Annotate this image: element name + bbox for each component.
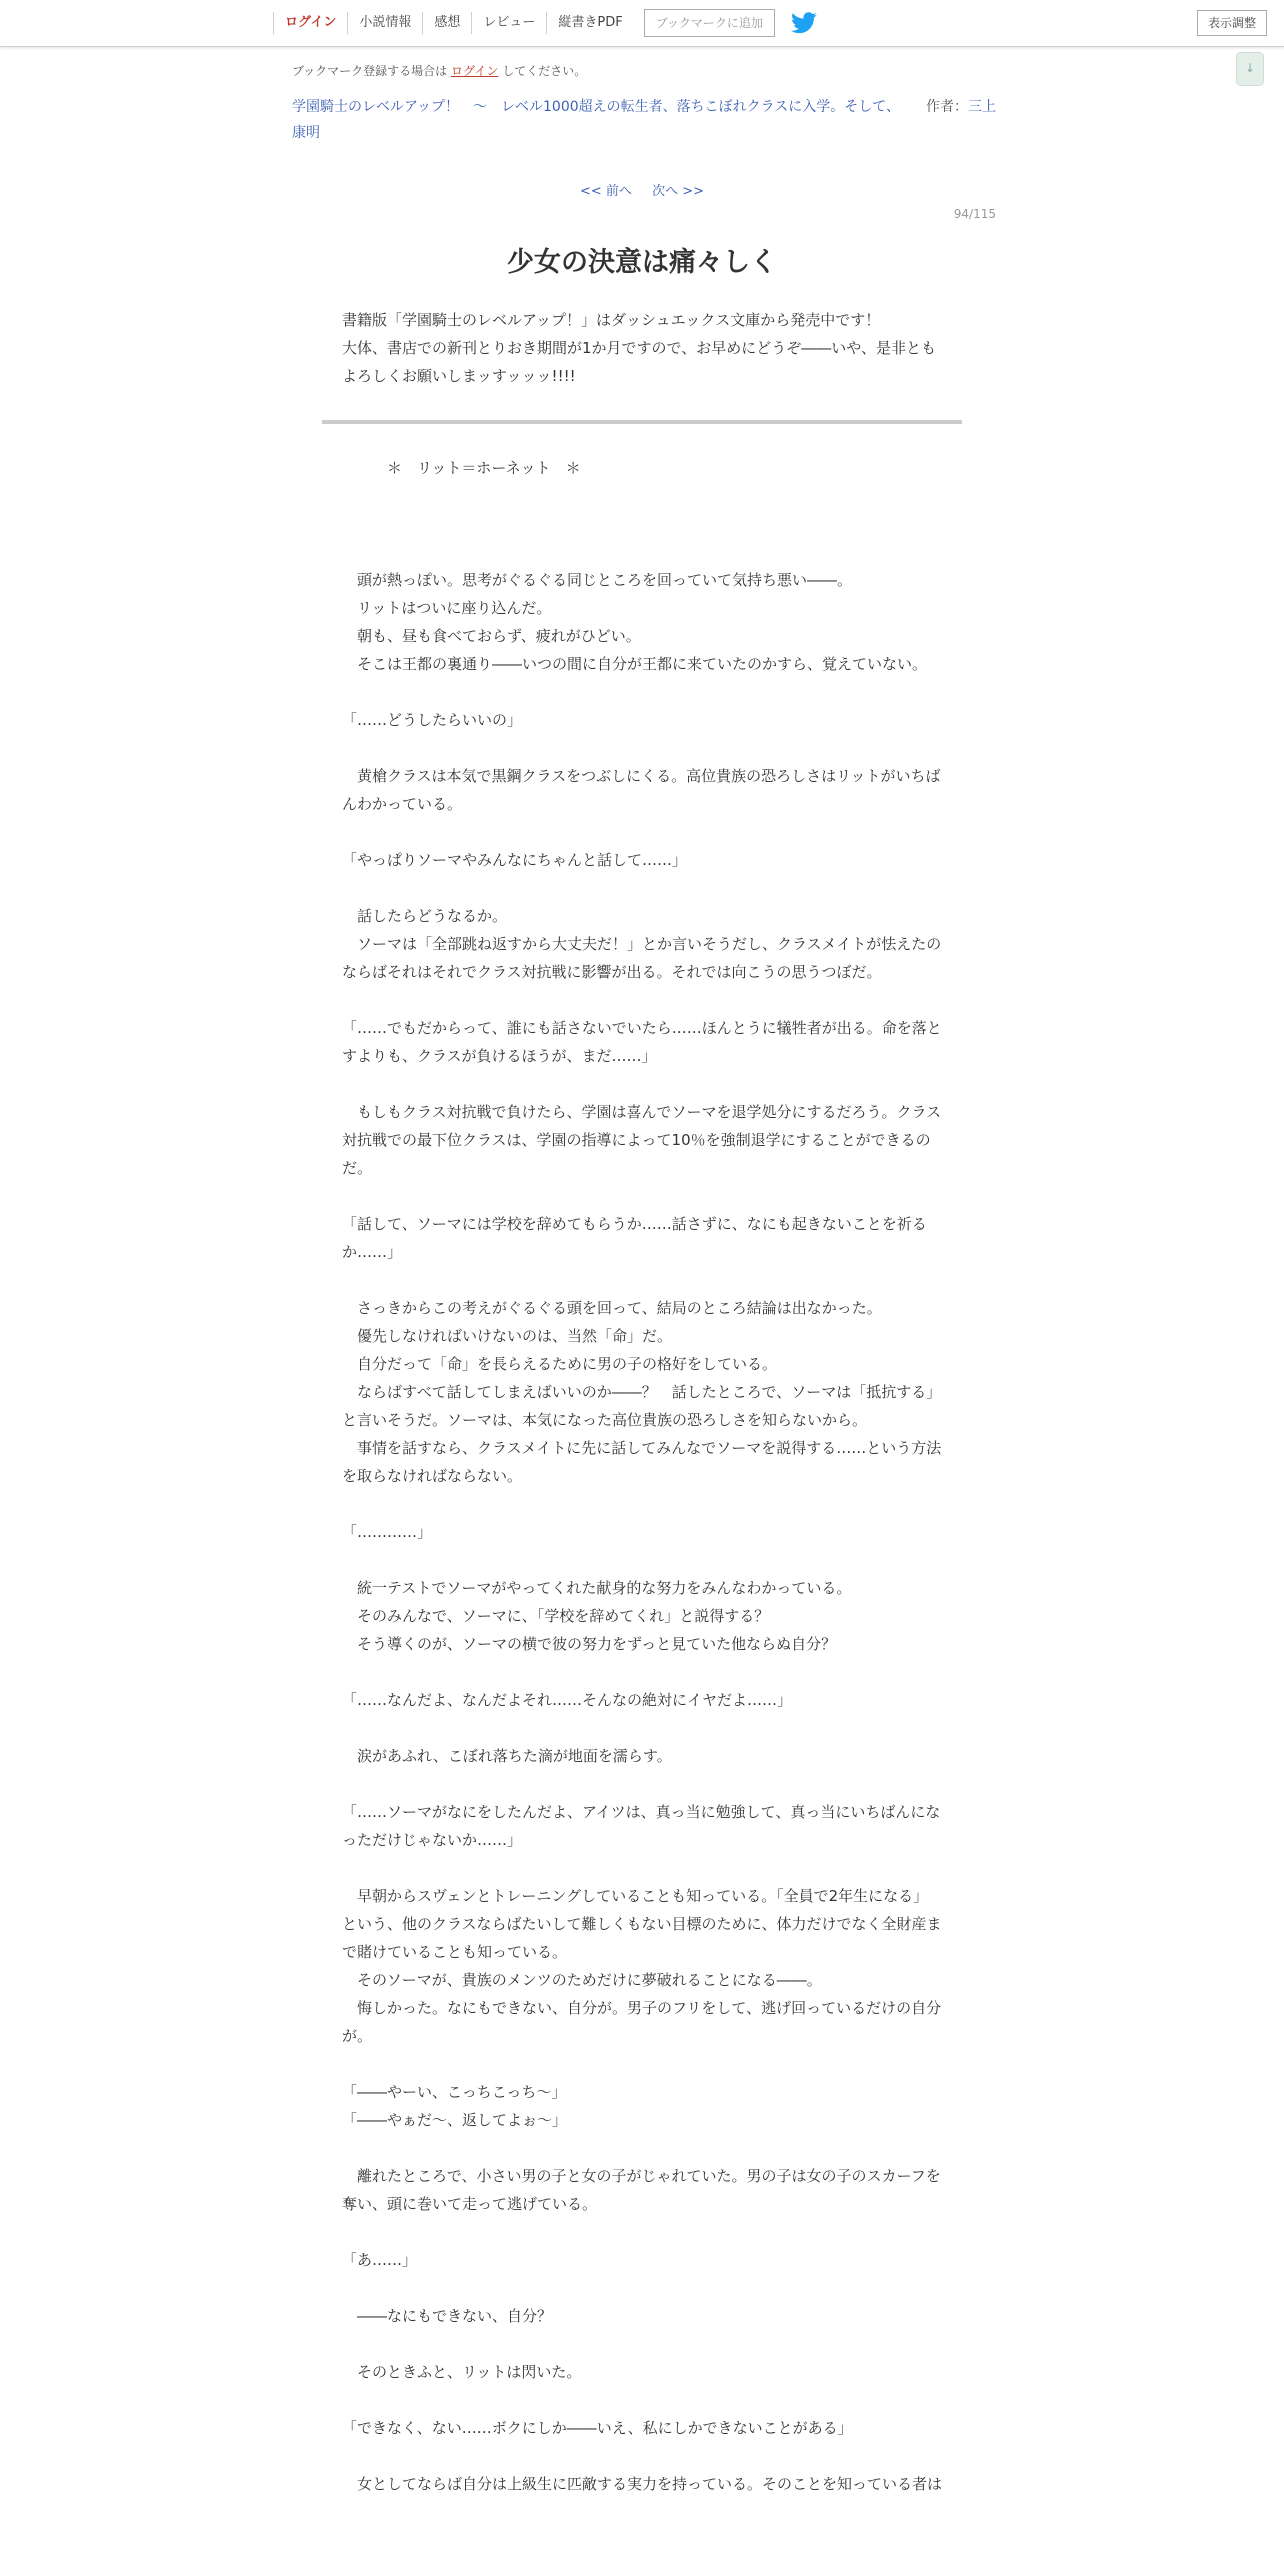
body-paragraph: 「――やぁだ～、返してよぉ～」 xyxy=(342,2111,568,2129)
body-paragraph xyxy=(342,874,942,902)
body-paragraph: 涙があふれ、こぼれ落ちた滴が地面を濡らす。 xyxy=(342,1747,672,1765)
body-paragraph: そう導くのが、ソーマの横で彼の努力をずっと見ていた他ならぬ自分？ xyxy=(342,1635,837,1653)
bookmark-note xyxy=(292,62,586,79)
body-paragraph xyxy=(342,2330,942,2358)
bookmark-note-text-end: してください。 xyxy=(502,64,587,78)
body-paragraph: ならばすべて話してしまえばいいのか――？ 話したところで、ソーマは「抵抗する」と言いそうだ。ソーマは、本気になった高位貴族の恐ろしさを知らないから。 xyxy=(342,1383,942,1429)
body-paragraph xyxy=(342,2134,942,2162)
body-paragraph xyxy=(342,2274,942,2302)
body-paragraph: そのみんなで、ソーマに、「学校を辞めてくれ」と説得する？ xyxy=(342,1607,770,1625)
body-paragraph xyxy=(342,510,942,538)
body-paragraph: 事情を話すなら、クラスメイトに先に話してみんなでソーマを説得する……という方法を取らなければならない。 xyxy=(342,1439,942,1485)
body-paragraph: もしもクラス対抗戦で負けたら、学園は喜んでソーマを退学処分にするだろう。クラス対抗戦での最下位クラスは、学園の指導によって10％を強制退学にすることができるのだ。 xyxy=(342,1103,942,1177)
bookmark-note-text: ブックマーク登録する場合は xyxy=(292,64,448,78)
body-paragraph xyxy=(342,1854,942,1882)
nav-vertical-pdf[interactable]: 縦書きPDF xyxy=(558,15,623,30)
body-paragraph xyxy=(342,1070,942,1098)
body-paragraph: そのときふと、リットは閃いた。 xyxy=(342,2363,582,2381)
body-paragraph: 「……ソーマがなにをしたんだよ、アイツは、真っ当に勉強して、真っ当にいちばんになっただけじゃないか……」 xyxy=(342,1803,941,1849)
body-paragraph: 朝も、昼も食べておらず、疲れがひどい。 xyxy=(342,627,641,645)
body-paragraph: 悔しかった。なにもできない、自分が。男子のフリをして、逃げ回っているだけの自分が。 xyxy=(342,1999,942,2045)
body-paragraph: 頭が熱っぽい。思考がぐるぐる同じところを回っていて気持ち悪い――。 xyxy=(342,571,853,589)
series-title-link[interactable]: 学園騎士のレベルアップ！ 〜 レベル1000超えの転生者、落ちこぼれクラスに入学。そして、 xyxy=(292,99,900,115)
body-paragraph: 「話して、ソーマには学校を辞めてもらうか……話さずに、なにも起きないことを祈るか……」 xyxy=(342,1215,927,1261)
body-paragraph: ソーマは「全部跳ね返すから大丈夫だ！」とか言いそうだし、クラスメイトが怯えたのならばそれはそれでクラス対抗戦に影響が出る。それでは向こうの思うつぼだ。 xyxy=(342,935,942,981)
body-paragraph xyxy=(342,1182,942,1210)
preface-line: 大体、書店での新刊とりおき期間が1か月ですので、お早めにどうぞ――いや、是非ともよろしくお願いしまッすッッッ!!!! xyxy=(342,339,936,385)
body-paragraph xyxy=(342,1266,942,1294)
nav-novel-info[interactable]: 小説情報 xyxy=(348,12,423,34)
body-paragraph: 優先しなければいけないのは、当然「命」だ。 xyxy=(342,1327,673,1345)
body-paragraph xyxy=(342,986,942,1014)
body-paragraph: 話したらどうなるか。 xyxy=(342,907,508,925)
body-paragraph xyxy=(342,2218,942,2246)
body-paragraph xyxy=(342,2386,942,2414)
prev-chapter-link[interactable]: << 前へ xyxy=(580,184,632,199)
body-paragraph: 「――やーい、こっちこっち～」 xyxy=(342,2083,567,2101)
nav-review[interactable]: レビュー xyxy=(472,12,547,34)
body-paragraph xyxy=(342,2442,942,2470)
body-paragraph xyxy=(342,1546,942,1574)
body-paragraph: そのソーマが、貴族のメンツのためだけに夢破れることになる――。 xyxy=(342,1971,822,1989)
add-bookmark-button[interactable]: ブックマークに追加 xyxy=(644,9,775,37)
body-paragraph: さっきからこの考えがぐるぐる頭を回って、結局のところ結論は出なかった。 xyxy=(342,1299,882,1317)
body-paragraph xyxy=(342,1770,942,1798)
body-paragraph: リットはついに座り込んだ。 xyxy=(342,599,552,617)
author-label: 作者： xyxy=(925,99,968,115)
author-link[interactable]: 三上康明 xyxy=(292,99,996,141)
body-paragraph: 女としてならば自分は上級生に匹敵する実力を持っている。そのことを知っている者は xyxy=(342,2475,943,2493)
next-chapter-link[interactable]: 次へ >> xyxy=(652,184,704,199)
body-paragraph: 黄槍クラスは本気で黒鋼クラスをつぶしにくる。高位貴族の恐ろしさはリットがいちばんわかっている。 xyxy=(342,767,941,813)
body-paragraph xyxy=(342,482,942,510)
body-paragraph xyxy=(342,538,942,566)
preface-line: 書籍版「学園騎士のレベルアップ！」はダッシュエックス文庫から発売中です！ xyxy=(342,311,881,329)
body-paragraph xyxy=(342,678,942,706)
body-paragraph: 離れたところで、小さい男の子と女の子がじゃれていた。男の子は女の子のスカーフを奪い、頭に巻いて走って逃げている。 xyxy=(342,2167,941,2213)
body-paragraph: 自分だって「命」を長らえるために男の子の格好をしている。 xyxy=(342,1355,778,1373)
body-paragraph: 「……でもだからって、誰にも話さないでいたら……ほんとうに犠牲者が出る。命を落とすよりも、クラスが負けるほうが、まだ……」 xyxy=(342,1019,942,1065)
bookmark-login-link[interactable]: ログイン xyxy=(451,64,499,78)
body-paragraph: 「あ……」 xyxy=(342,2251,418,2269)
chapter-title: 少女の決意は痛々しく xyxy=(507,247,777,278)
body-paragraph xyxy=(342,2050,942,2078)
page-count: 94/115 xyxy=(953,207,996,221)
body-paragraph: ――なにもできない、自分？ xyxy=(342,2307,553,2325)
scroll-down-tab[interactable]: ↓ xyxy=(1236,52,1264,86)
body-paragraph: そこは王都の裏通り――いつの間に自分が王都に来ていたのかすら、覚えていない。 xyxy=(342,655,928,673)
body-paragraph: 早朝からスヴェンとトレーニングしていることも知っている。「全員で2年生になる」という、他のクラスならばたいして難しくもない目標のために、体力だけでなく全財産まで賭けていることも知っている。 xyxy=(342,1887,942,1961)
body-paragraph: ＊ リット＝ホーネット ＊ xyxy=(342,459,581,477)
body-paragraph: 統一テストでソーマがやってくれた献身的な努力をみんなわかっている。 xyxy=(342,1579,852,1597)
preface-divider xyxy=(322,420,962,424)
display-settings-button[interactable]: 表示調整 xyxy=(1197,10,1267,36)
chapter-pager xyxy=(0,180,1284,199)
body-paragraph: 「…………」 xyxy=(342,1523,433,1541)
body-paragraph xyxy=(342,1714,942,1742)
top-nav xyxy=(273,0,817,46)
series-info xyxy=(292,94,997,146)
chapter-body xyxy=(342,454,942,2498)
twitter-icon[interactable] xyxy=(791,12,817,34)
body-paragraph xyxy=(342,1658,942,1686)
nav-login[interactable]: ログイン xyxy=(273,12,348,34)
body-paragraph: 「やっぱりソーマやみんなにちゃんと話して……」 xyxy=(342,851,688,869)
body-paragraph xyxy=(342,734,942,762)
top-bar xyxy=(0,0,1284,47)
body-paragraph: 「できなく、ない……ボクにしか――いえ、私にしかできないことがある」 xyxy=(342,2419,853,2437)
body-paragraph: 「……どうしたらいいの」 xyxy=(342,711,523,729)
body-paragraph xyxy=(342,1490,942,1518)
nav-impressions[interactable]: 感想 xyxy=(423,12,472,34)
chapter-preface xyxy=(342,306,942,390)
body-paragraph xyxy=(342,818,942,846)
body-paragraph: 「……なんだよ、なんだよそれ……そんなの絶対にイヤだよ……」 xyxy=(342,1691,793,1709)
